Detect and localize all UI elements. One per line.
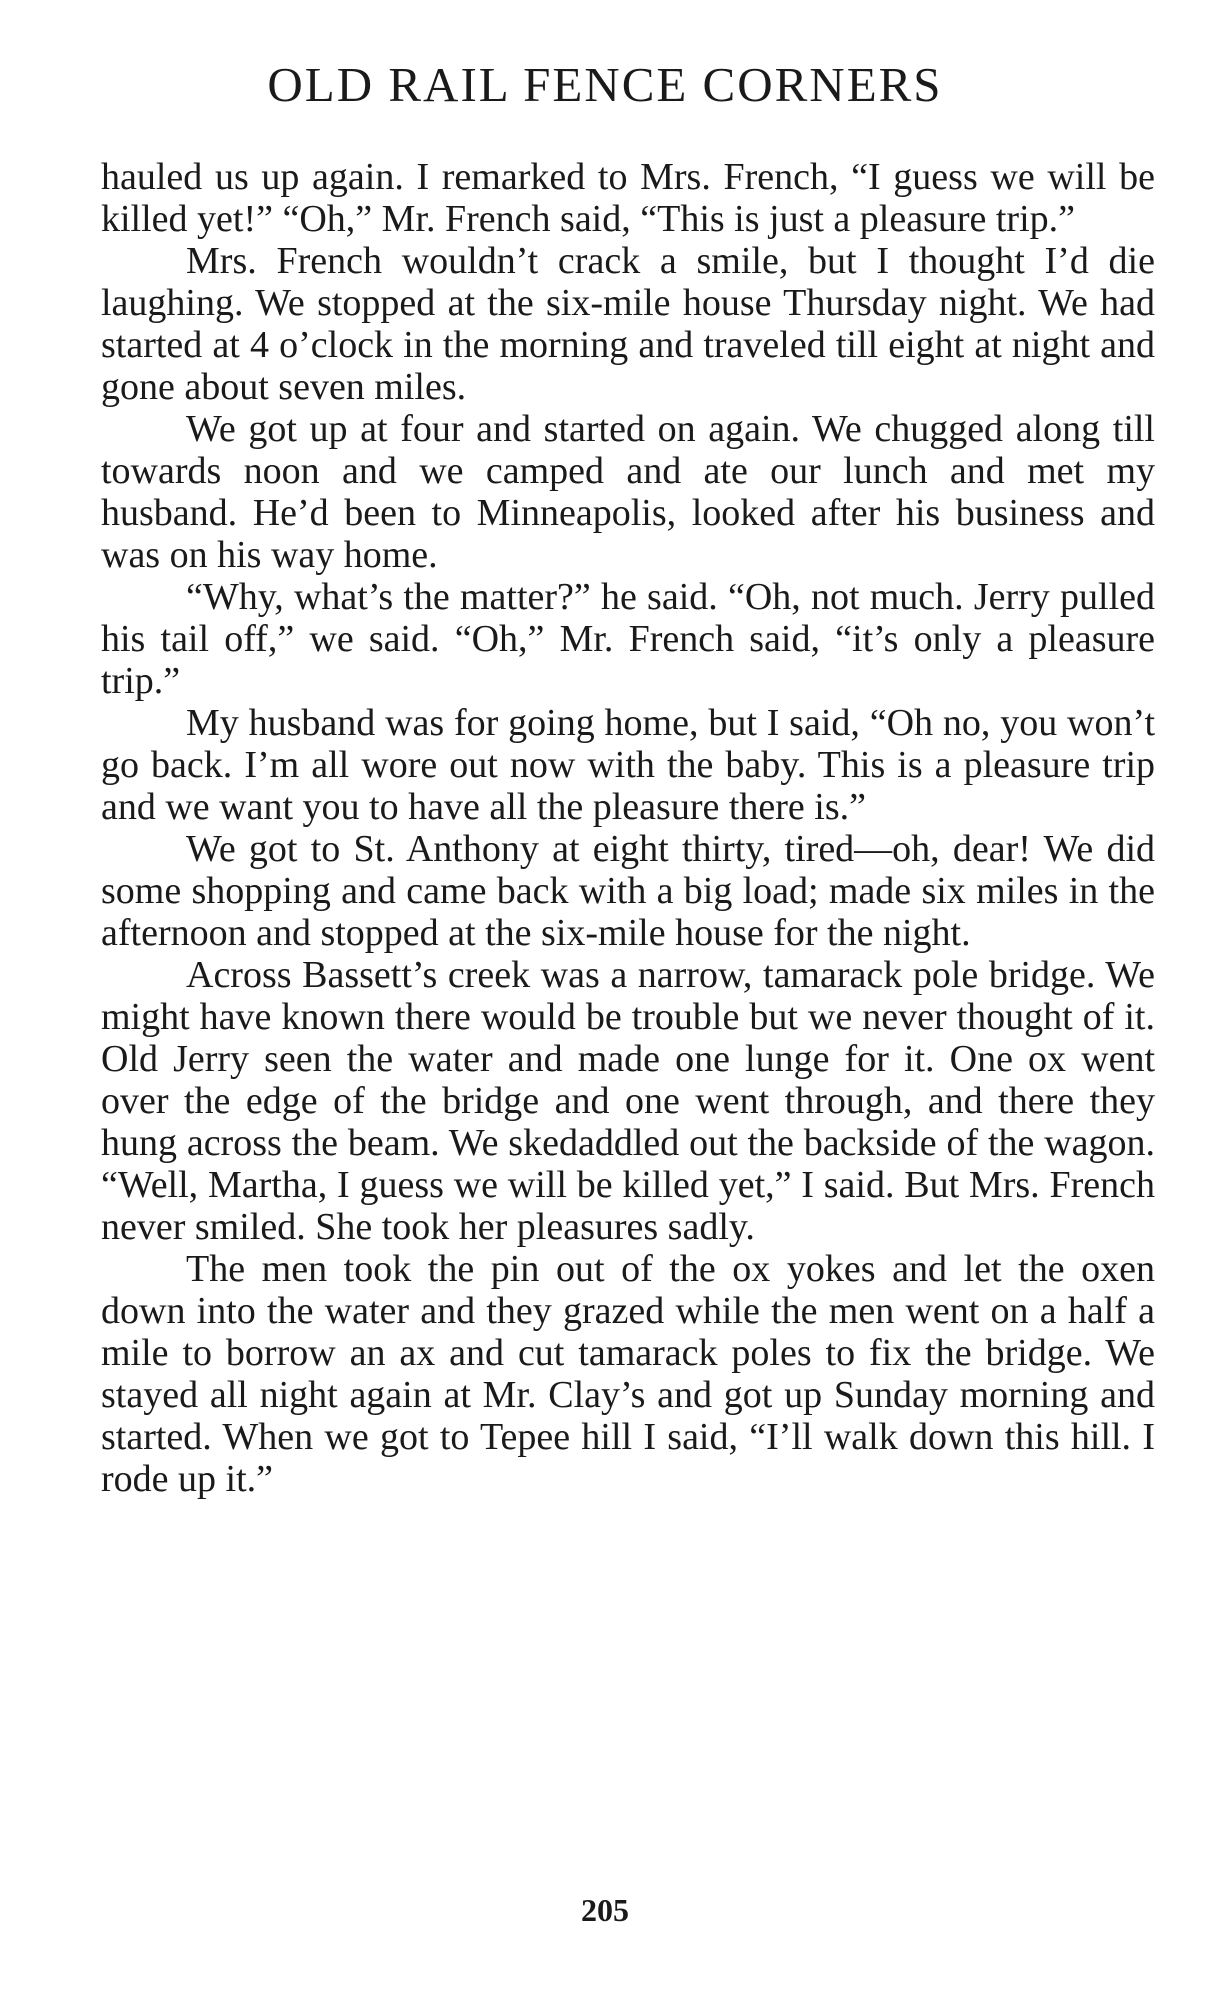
body-text	[101, 156, 1155, 1500]
paragraph: hauled us up again. I remarked to Mrs. French, “I guess we will be killed yet!” “Oh,” Mr. French said, “This is just a pleasure trip.”	[101, 156, 1155, 240]
paragraph: The men took the pin out of the ox yokes and let the oxen down into the water and they grazed while the men went on a half a mile to borrow an ax and cut tamarack poles to fix the bridge. We stayed all night again at Mr. Clay’s and got up Sunday morning and started. When we got to Tepee hill I said, “I’ll walk down this hill. I rode up it.”	[101, 1248, 1155, 1500]
paragraph: Mrs. French wouldn’t crack a smile, but I thought I’d die laughing. We stopped at the six-mile house Thursday night. We had started at 4 o’clock in the morning and traveled till eight at night and gone about seven miles.	[101, 240, 1155, 408]
paragraph: “Why, what’s the matter?” he said. “Oh, not much. Jerry pulled his tail off,” we said. “Oh,” Mr. French said, “it’s only a pleasure trip.”	[101, 576, 1155, 702]
paragraph: Across Bassett’s creek was a narrow, tamarack pole bridge. We might have known there would be trouble but we never thought of it. Old Jerry seen the water and made one lunge for it. One ox went over the edge of the bridge and one went through, and there they hung across the beam. We skedaddled out the backside of the wagon. “Well, Martha, I guess we will be killed yet,” I said. But Mrs. French never smiled. She took her pleasures sadly.	[101, 954, 1155, 1248]
page-number: 205	[581, 1892, 629, 1928]
paragraph: We got to St. Anthony at eight thirty, tired—oh, dear! We did some shopping and came back with a big load; made six miles in the afternoon and stopped at the six-mile house for the night.	[101, 828, 1155, 954]
running-head: OLD RAIL FENCE CORNERS	[267, 57, 943, 112]
paragraph: We got up at four and started on again. We chugged along till towards noon and we camped and ate our lunch and met my husband. He’d been to Minneapolis, looked after his business and was on his way home.	[101, 408, 1155, 576]
paragraph: My husband was for going home, but I said, “Oh no, you won’t go back. I’m all wore out now with the baby. This is a pleasure trip and we want you to have all the pleasure there is.”	[101, 702, 1155, 828]
